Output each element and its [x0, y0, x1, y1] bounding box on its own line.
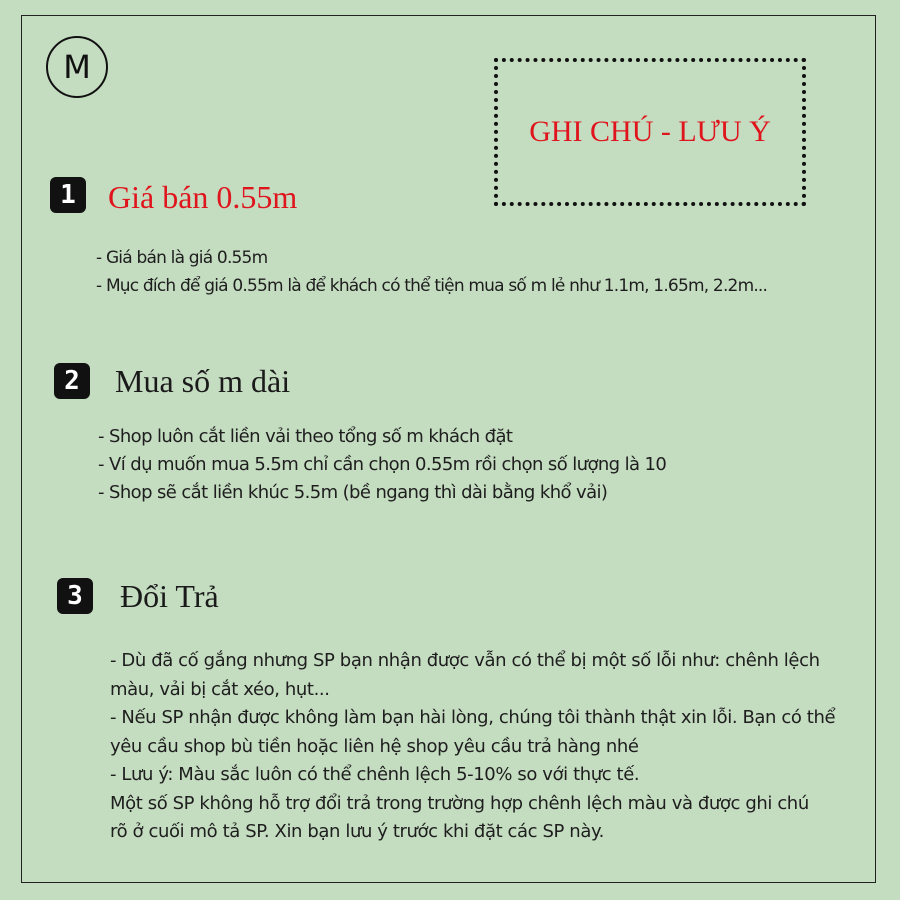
- section-1-line: - Giá bán là giá 0.55m: [96, 248, 268, 268]
- section-2-line: - Shop sẽ cắt liền khúc 5.5m (bề ngang thì dài bằng khổ vải): [98, 482, 608, 503]
- section-3-number-badge: [57, 578, 93, 614]
- section-1-number: 1: [60, 180, 76, 210]
- section-2-line: - Ví dụ muốn mua 5.5m chỉ cần chọn 0.55m rồi chọn số lượng là 10: [98, 454, 667, 475]
- note-title: GHI CHÚ - LƯU Ý: [529, 115, 771, 148]
- section-2-number: 2: [64, 366, 80, 396]
- section-3-line: - Dù đã cố gắng nhưng SP bạn nhận được vẫn có thể bị một số lỗi như: chênh lệch: [110, 650, 820, 671]
- section-1-number-badge: [50, 177, 86, 213]
- section-2-body: [98, 423, 666, 507]
- section-3-line: rõ ở cuối mô tả SP. Xin bạn lưu ý trước khi đặt các SP này.: [110, 821, 604, 842]
- section-2-number-badge: [54, 363, 90, 399]
- section-2-line: - Shop luôn cắt liền vải theo tổng số m khách đặt: [98, 426, 513, 447]
- section-3-line: - Lưu ý: Màu sắc luôn có thể chênh lệch 5-10% so với thực tế.: [110, 764, 640, 785]
- brand-logo: [46, 36, 108, 98]
- note-box: [494, 58, 806, 206]
- section-3-line: màu, vải bị cắt xéo, hụt...: [110, 678, 330, 700]
- section-3-heading: Đổi Trả: [120, 578, 219, 614]
- section-1-line: - Mục đích để giá 0.55m là để khách có thể tiện mua số m lẻ như 1.1m, 1.65m, 2.2m...: [96, 276, 768, 296]
- section-1-body: [96, 244, 767, 300]
- section-3-body: [110, 647, 835, 847]
- section-3-number: 3: [67, 581, 83, 611]
- section-3-line: Một số SP không hỗ trợ đổi trả trong trường hợp chênh lệch màu và được ghi chú: [110, 792, 809, 814]
- brand-logo-letter: M: [63, 48, 91, 86]
- section-2-heading: Mua số m dài: [115, 363, 291, 399]
- section-1-heading: Giá bán 0.55m: [108, 179, 298, 215]
- section-3-line: yêu cầu shop bù tiền hoặc liên hệ shop yêu cầu trả hàng nhé: [110, 735, 639, 757]
- section-3-line: - Nếu SP nhận được không làm bạn hài lòng, chúng tôi thành thật xin lỗi. Bạn có thể: [110, 707, 836, 728]
